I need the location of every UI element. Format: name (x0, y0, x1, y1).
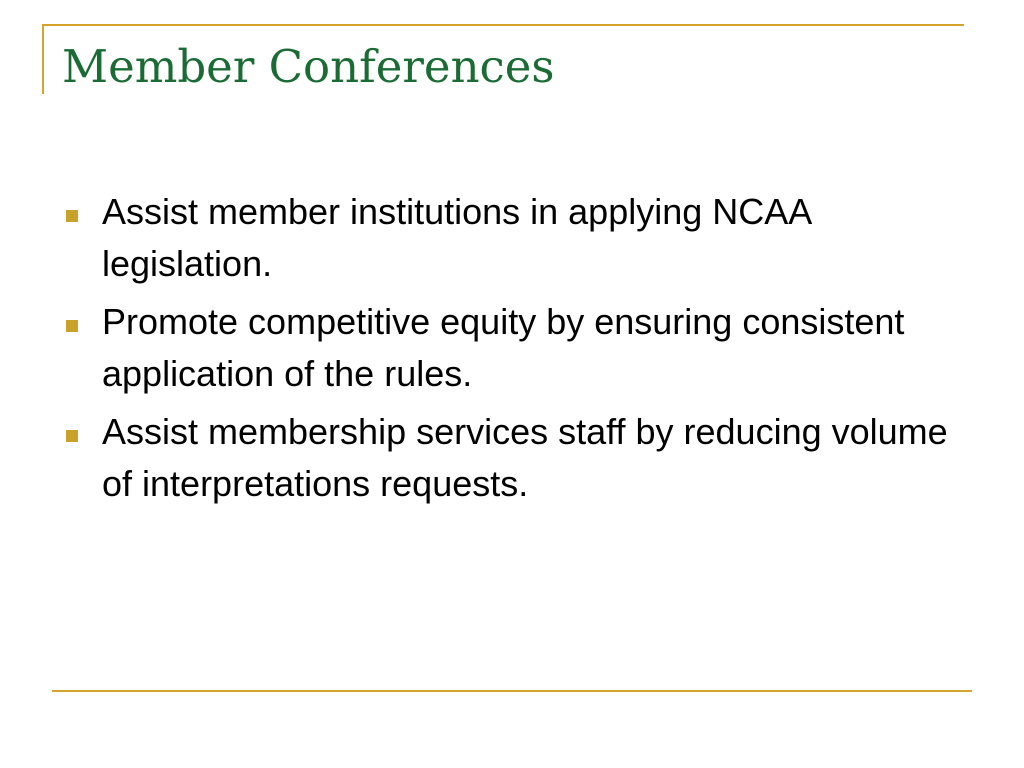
bullet-text: Assist member institutions in applying NCAA legislation. (102, 191, 811, 284)
bottom-accent-rule (52, 690, 972, 692)
slide-title: Member Conferences (62, 40, 555, 93)
top-accent-rule (42, 24, 964, 26)
square-bullet-icon (66, 210, 78, 222)
square-bullet-icon (66, 430, 78, 442)
bullet-item (62, 186, 962, 290)
bullet-text: Promote competitive equity by ensuring consistent application of the rules. (102, 301, 905, 394)
bullet-list (62, 186, 962, 516)
left-accent-rule (42, 24, 44, 94)
bullet-item (62, 406, 962, 510)
bullet-item (62, 296, 962, 400)
square-bullet-icon (66, 320, 78, 332)
bullet-text: Assist membership services staff by reducing volume of interpretations requests. (102, 411, 948, 504)
